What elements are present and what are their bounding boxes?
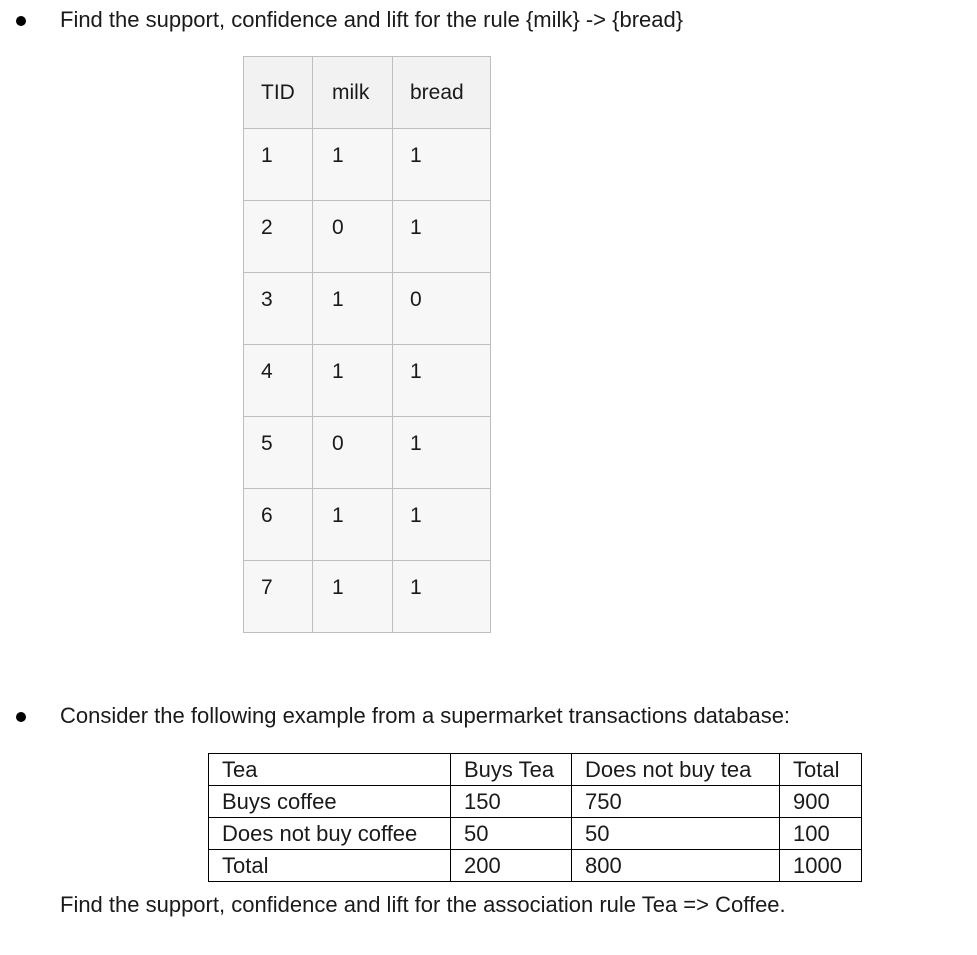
cell-row-label: Total [209, 850, 451, 882]
cell-does-not-buy-tea: Does not buy tea [572, 754, 780, 786]
cell-bread: 1 [393, 201, 491, 273]
cell-tid: 7 [244, 561, 313, 633]
table-row [244, 129, 491, 201]
table-row [209, 818, 862, 850]
cell-buys-tea: 150 [451, 786, 572, 818]
cell-bread: 1 [393, 129, 491, 201]
cell-does-not-buy-tea: 50 [572, 818, 780, 850]
cell-bread: 1 [393, 345, 491, 417]
cell-tid: 3 [244, 273, 313, 345]
table-row [244, 489, 491, 561]
table-row [244, 561, 491, 633]
cell-milk: 1 [313, 273, 393, 345]
table-row [209, 786, 862, 818]
cell-tid: 1 [244, 129, 313, 201]
cell-bread: 1 [393, 417, 491, 489]
cell-does-not-buy-tea: 750 [572, 786, 780, 818]
cell-row-label: Buys coffee [209, 786, 451, 818]
cell-total: 100 [780, 818, 862, 850]
cell-milk: 1 [313, 489, 393, 561]
cell-buys-tea: Buys Tea [451, 754, 572, 786]
cell-buys-tea: 200 [451, 850, 572, 882]
cell-buys-tea: 50 [451, 818, 572, 850]
header-tid: TID [244, 57, 313, 129]
cell-row-label: Does not buy coffee [209, 818, 451, 850]
transactions-table [243, 56, 491, 633]
cell-does-not-buy-tea: 800 [572, 850, 780, 882]
cell-milk: 0 [313, 201, 393, 273]
table-row [244, 417, 491, 489]
cell-total: Total [780, 754, 862, 786]
question-2-closing: Find the support, confidence and lift for the association rule Tea => Coffee. [60, 892, 786, 917]
bullet-point-2 [16, 712, 26, 722]
cell-milk: 0 [313, 417, 393, 489]
bullet-point-1 [16, 16, 26, 26]
question-2-intro: Consider the following example from a supermarket transactions database: [60, 703, 791, 728]
cell-total: 1000 [780, 850, 862, 882]
table-row [244, 345, 491, 417]
table-row [244, 273, 491, 345]
header-milk: milk [313, 57, 393, 129]
cell-milk: 1 [313, 129, 393, 201]
cell-bread: 0 [393, 273, 491, 345]
table-row [209, 754, 862, 786]
cell-total: 900 [780, 786, 862, 818]
cell-bread: 1 [393, 561, 491, 633]
cell-milk: 1 [313, 561, 393, 633]
cell-tid: 5 [244, 417, 313, 489]
table-row [244, 201, 491, 273]
table-row [209, 850, 862, 882]
contingency-table [208, 753, 862, 882]
cell-bread: 1 [393, 489, 491, 561]
header-bread: bread [393, 57, 491, 129]
cell-tid: 4 [244, 345, 313, 417]
cell-milk: 1 [313, 345, 393, 417]
table-header-row [244, 57, 491, 129]
cell-tid: 6 [244, 489, 313, 561]
cell-tid: 2 [244, 201, 313, 273]
question-1-text: Find the support, confidence and lift for the rule {milk} -> {bread} [60, 7, 684, 32]
cell-row-label: Tea [209, 754, 451, 786]
